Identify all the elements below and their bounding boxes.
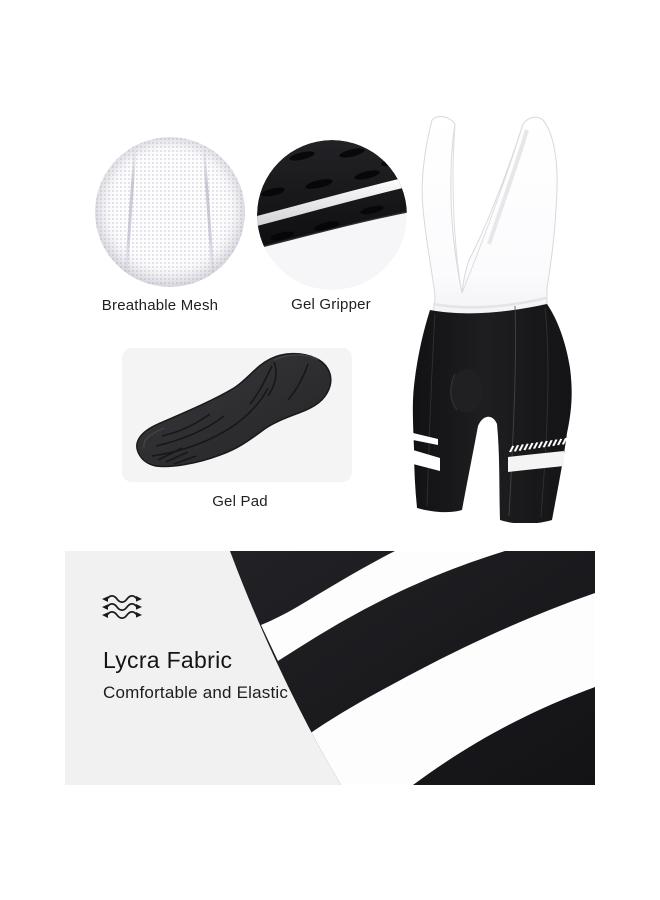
fabric-subheading: Comfortable and Elastic — [103, 683, 289, 702]
breathable-mesh-photo — [95, 137, 245, 287]
mesh-seam-line — [202, 145, 214, 279]
elastic-waves-icon — [101, 593, 147, 623]
shorts-black — [413, 304, 572, 523]
gel-gripper-illustration — [257, 140, 407, 290]
mesh-seam-line — [124, 145, 136, 279]
fabric-heading: Lycra Fabric — [103, 647, 233, 673]
breathable-mesh-label: Breathable Mesh — [101, 297, 219, 314]
gel-pad-photo — [122, 348, 352, 482]
gel-gripper-photo — [257, 140, 407, 290]
gel-gripper-label: Gel Gripper — [291, 296, 371, 313]
bib-top-white — [422, 117, 557, 315]
gel-pad-label: Gel Pad — [212, 493, 268, 510]
gel-pad-illustration — [122, 348, 352, 482]
bib-shorts-photo — [405, 108, 580, 523]
lycra-fabric-section — [65, 551, 595, 785]
